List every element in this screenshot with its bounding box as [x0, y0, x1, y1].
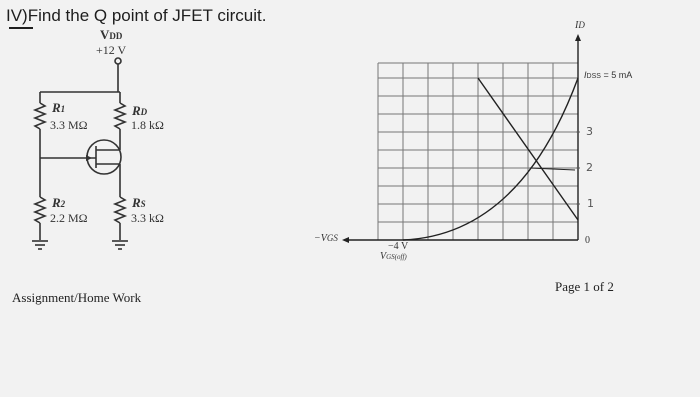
- vp-value: −4 V: [388, 241, 409, 252]
- vgs-axis-label: −VGS: [314, 233, 338, 244]
- id-axis-label: ID: [575, 20, 585, 31]
- vdd-value: +12 V: [96, 43, 127, 57]
- r2-value: 2.2 MΩ: [50, 211, 88, 225]
- transfer-curve: [403, 78, 578, 240]
- hand-tick-3: 3: [586, 125, 593, 138]
- rs-value: 3.3 kΩ: [131, 211, 164, 225]
- vdd-label: VDD: [100, 27, 123, 42]
- rs-label: RS: [132, 195, 146, 210]
- rd-value: 1.8 kΩ: [131, 118, 164, 132]
- footer-page-number: Page 1 of 2: [555, 279, 614, 294]
- footer-assignment: Assignment/Home Work: [12, 290, 142, 305]
- rd-label: RD: [132, 103, 148, 118]
- r1-value: 3.3 MΩ: [50, 118, 88, 132]
- hand-tick-2: 2: [586, 161, 593, 174]
- origin-label: 0: [585, 235, 590, 246]
- vgs-off-label: VGS(off): [380, 251, 407, 262]
- r2-label: R2: [52, 195, 66, 210]
- hand-tick-1: 1: [587, 197, 594, 210]
- question-title: IV)Find the Q point of JFET circuit.: [6, 6, 267, 25]
- r1-label: R1: [52, 100, 66, 115]
- idss-label: IDSS = 5 mA: [584, 70, 633, 80]
